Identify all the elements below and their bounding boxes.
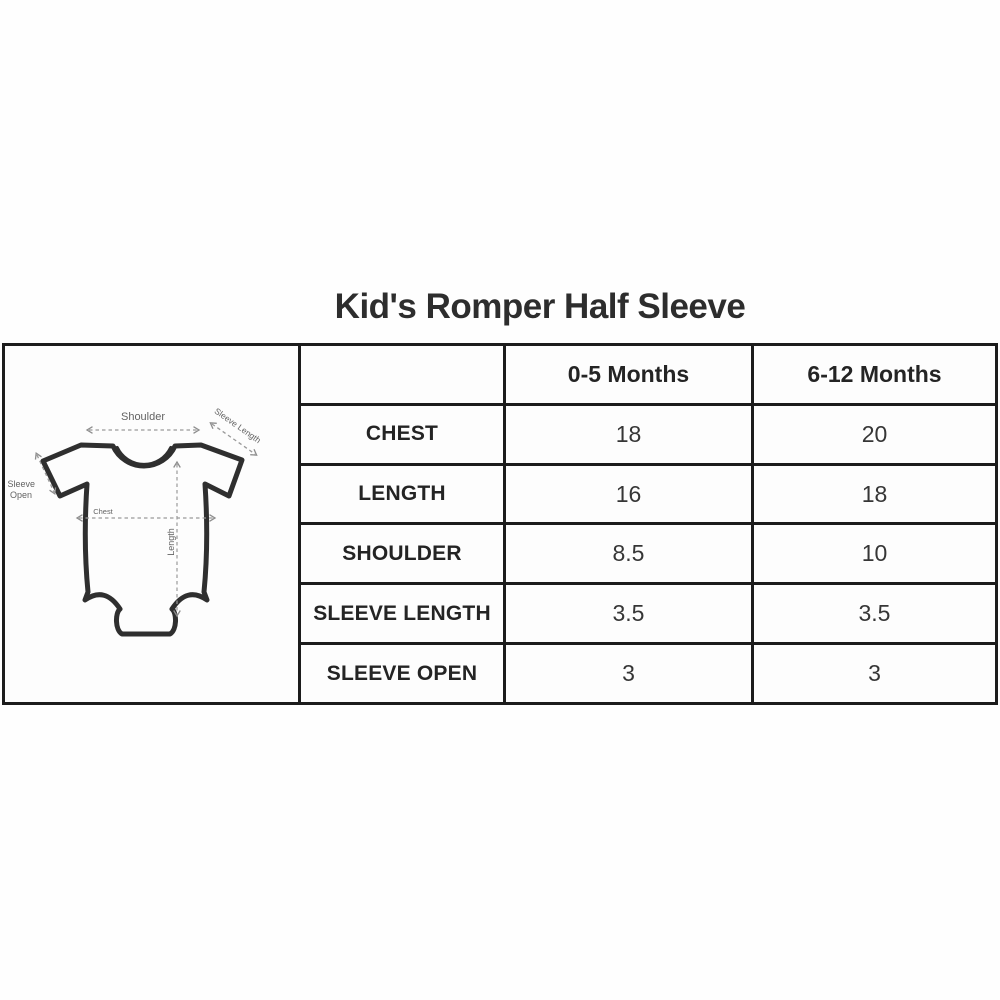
header-spacer-cell (301, 346, 503, 403)
column-header-6-12-months: 6-12 Months (754, 346, 995, 403)
value-length-6-12: 18 (754, 466, 995, 523)
value-sleeve-length-0-5: 3.5 (506, 585, 751, 642)
sleeve-open-dimension-label-line1: Sleeve (7, 478, 36, 489)
value-chest-0-5: 18 (506, 406, 751, 463)
row-label-sleeve-open: SLEEVE OPEN (301, 645, 503, 702)
romper-diagram-svg (5, 346, 298, 702)
sleeve-open-dimension-label-line2: Open (10, 489, 33, 500)
value-sleeve-open-6-12: 3 (754, 645, 995, 702)
sleeve-length-dimension-label: Sleeve Length (212, 405, 263, 446)
value-sleeve-open-0-5: 3 (506, 645, 751, 702)
row-label-length: LENGTH (301, 466, 503, 523)
value-chest-6-12: 20 (754, 406, 995, 463)
romper-diagram (5, 346, 298, 702)
row-label-chest: CHEST (301, 406, 503, 463)
row-label-shoulder: SHOULDER (301, 525, 503, 582)
value-sleeve-length-6-12: 3.5 (754, 585, 995, 642)
size-chart-table (2, 343, 998, 705)
value-shoulder-0-5: 8.5 (506, 525, 751, 582)
row-label-sleeve-length: SLEEVE LENGTH (301, 585, 503, 642)
romper-outline (43, 445, 242, 634)
page-title: Kid's Romper Half Sleeve (334, 287, 746, 326)
shoulder-dimension-label: Shoulder (121, 410, 165, 423)
value-shoulder-6-12: 10 (754, 525, 995, 582)
chest-dimension-label: Chest (93, 506, 113, 516)
value-length-0-5: 16 (506, 466, 751, 523)
column-header-0-5-months: 0-5 Months (506, 346, 751, 403)
length-dimension-label: Length (165, 528, 176, 556)
